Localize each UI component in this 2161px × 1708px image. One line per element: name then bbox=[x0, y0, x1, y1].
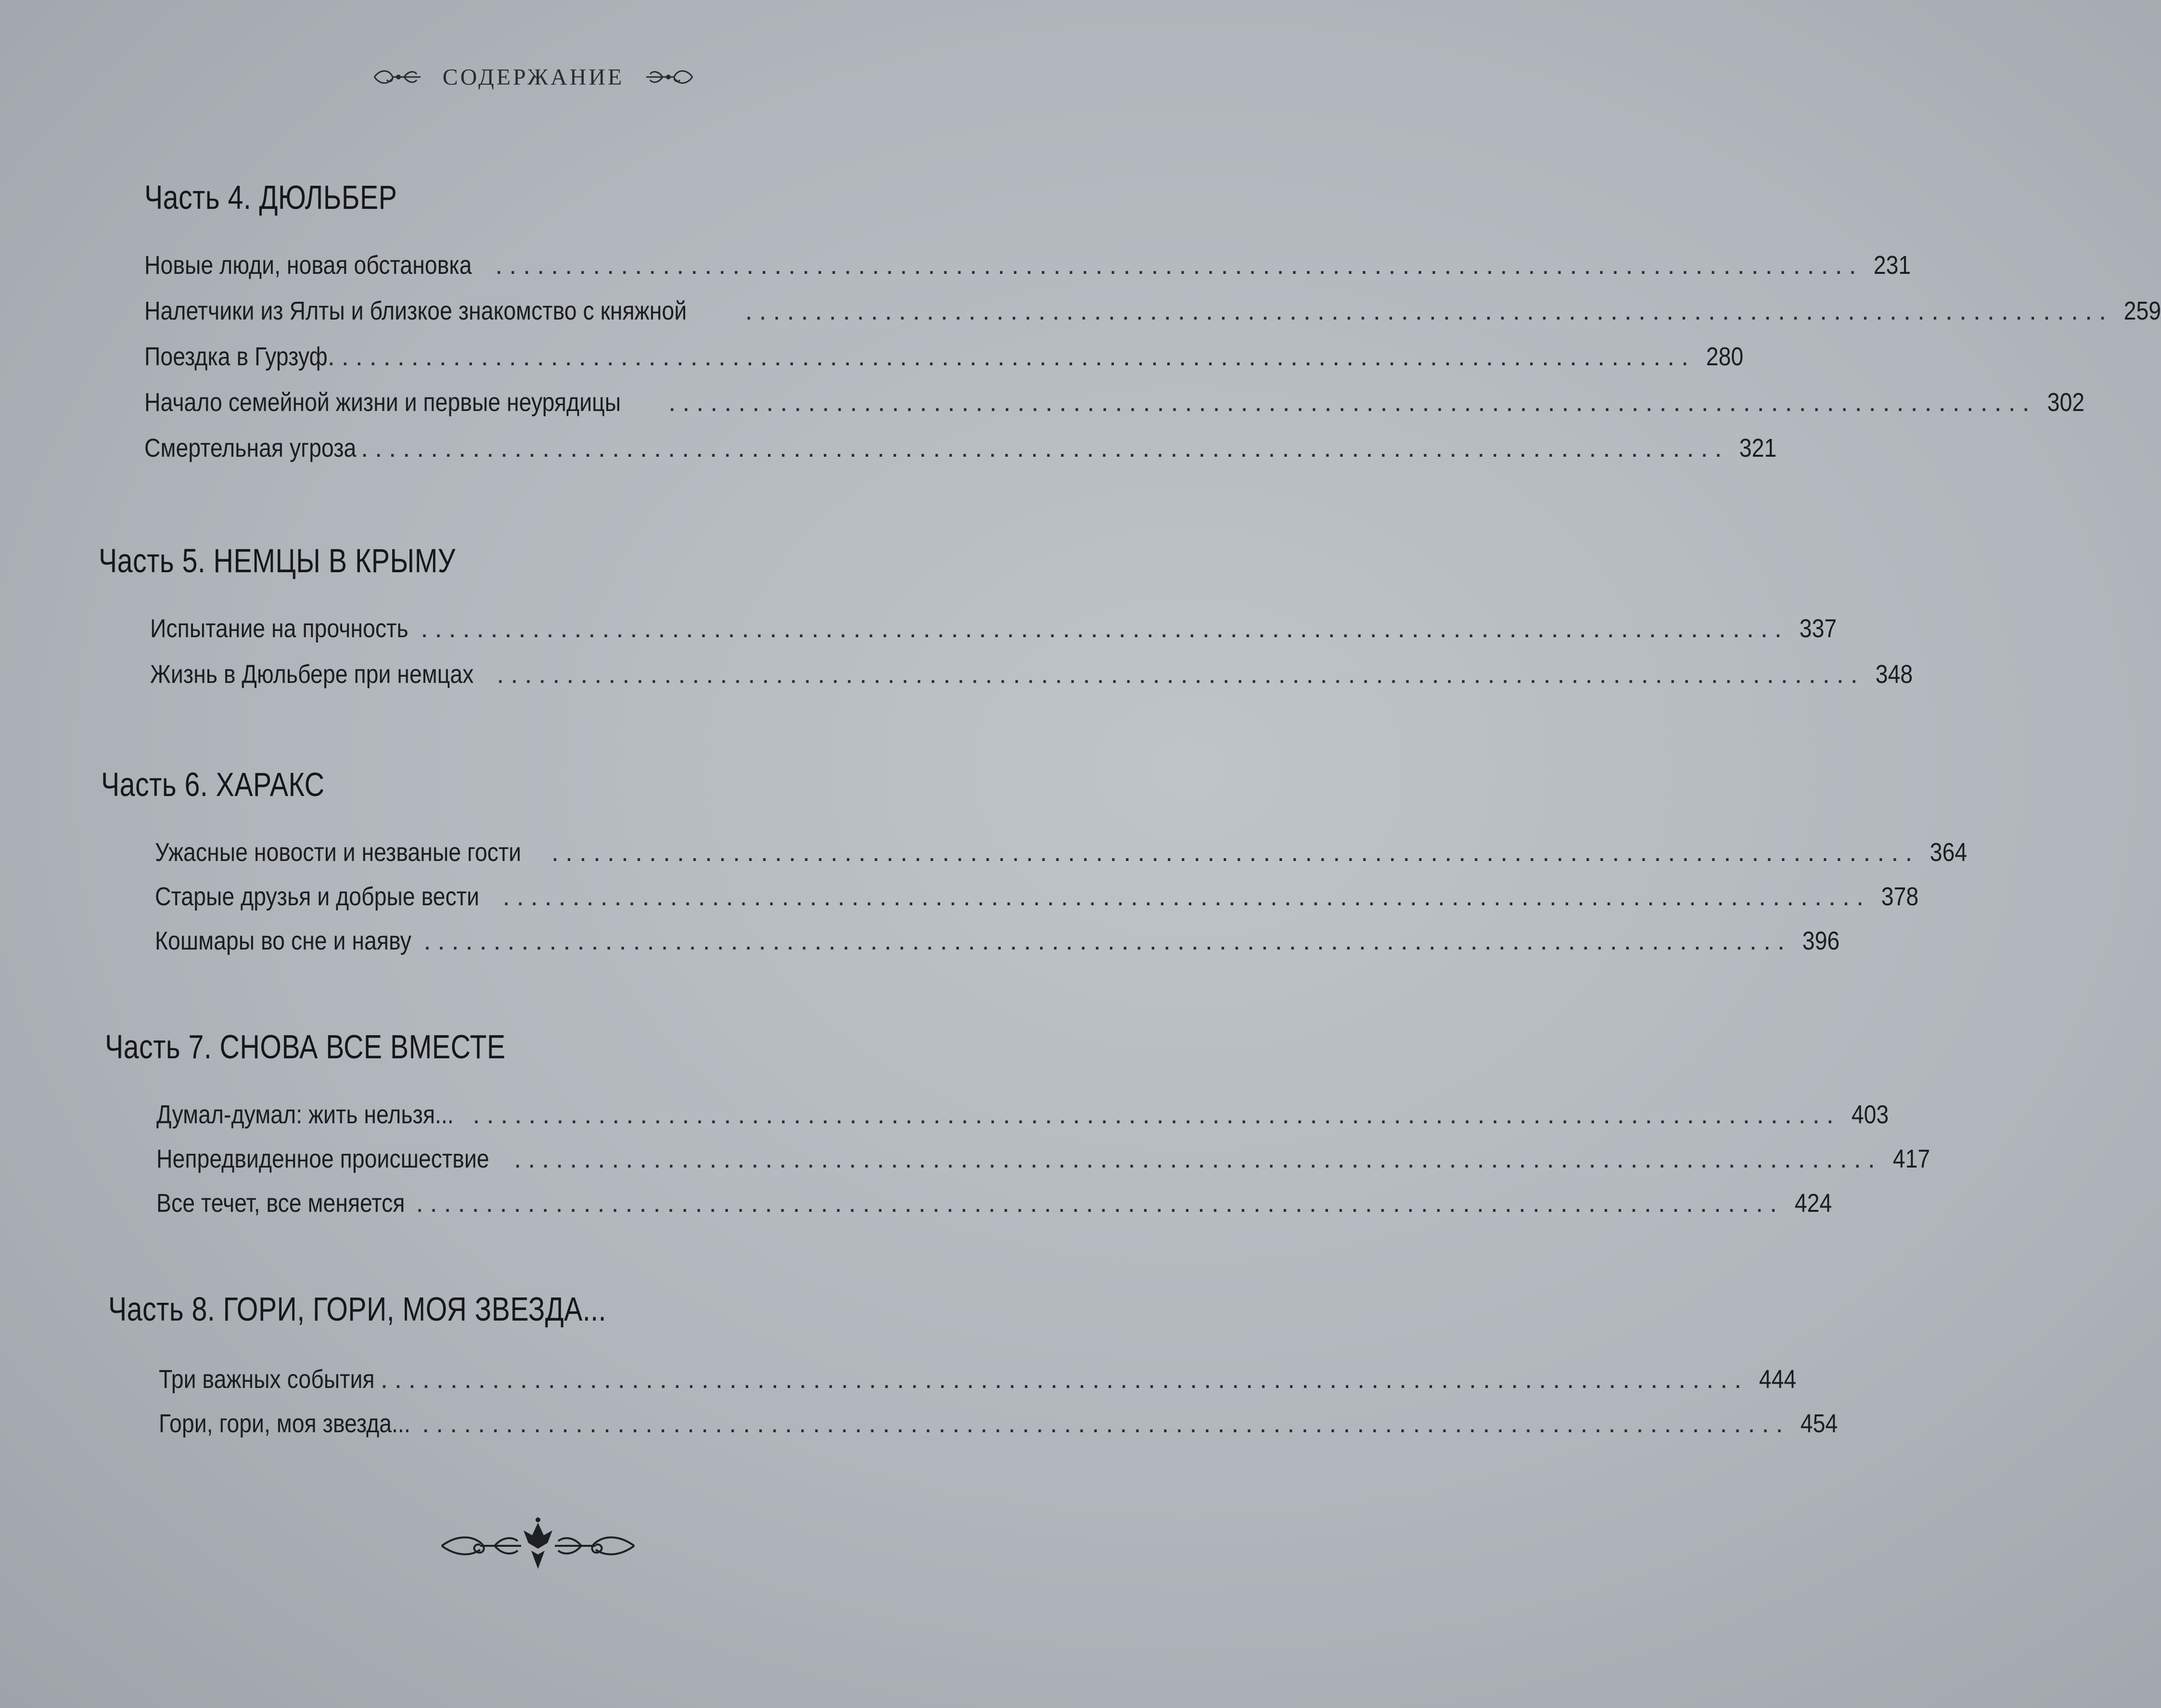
entry-title: Жизнь в Дюльбере при немцах bbox=[150, 660, 474, 689]
page-number: 424 bbox=[1794, 1189, 1832, 1218]
part-6-title: Часть 6. ХАРАКС bbox=[101, 766, 325, 803]
toc-entry[interactable] bbox=[155, 837, 1968, 876]
page-number: 337 bbox=[1799, 614, 1837, 643]
leader-dots: .................................................................................................. bbox=[380, 1365, 1749, 1394]
toc-entry[interactable] bbox=[150, 659, 1913, 698]
entry-title: Непредвиденное происшествие bbox=[156, 1144, 489, 1173]
leader-dots: .................................................................................................. bbox=[514, 1144, 1882, 1173]
entry-title: Гори, гори, моя звезда... bbox=[159, 1409, 410, 1438]
entry-title: Испытание на прочность bbox=[150, 614, 409, 643]
leader-dots: .................................................................................................. bbox=[502, 882, 1870, 911]
entry-title: Ужасные новости и незваные гости bbox=[155, 838, 522, 867]
header-title: СОДЕРЖАНИЕ bbox=[442, 64, 625, 90]
toc-entry[interactable] bbox=[155, 926, 1840, 964]
toc-entry[interactable] bbox=[155, 882, 1919, 920]
leader-dots: .................................................................................................. bbox=[745, 296, 2113, 325]
page-number: 231 bbox=[1874, 251, 1911, 280]
leader-dots: .................................................................................................. bbox=[423, 926, 1791, 955]
left-header-ornament-icon bbox=[371, 63, 423, 91]
leader-dots: .................................................................................................. bbox=[361, 434, 1729, 462]
leader-dots: .................................................................................................. bbox=[495, 251, 1863, 280]
toc-entry[interactable] bbox=[144, 296, 2161, 334]
toc-entry[interactable] bbox=[159, 1364, 1797, 1403]
entry-title: Поездка в Гурзуф bbox=[144, 342, 328, 371]
toc-entry[interactable] bbox=[144, 250, 1911, 289]
part-7-title: Часть 7. СНОВА ВСЕ ВМЕСТЕ bbox=[105, 1028, 506, 1066]
page-number: 364 bbox=[1930, 838, 1968, 867]
entry-title: Смертельная угроза bbox=[144, 434, 357, 462]
page-number: 403 bbox=[1851, 1100, 1889, 1129]
leader-dots: .................................................................................................. bbox=[551, 838, 1919, 867]
page-number: 396 bbox=[1802, 926, 1840, 955]
leader-dots: .................................................................................................. bbox=[422, 1409, 1790, 1438]
part-7-entries bbox=[156, 1100, 1930, 1239]
leader-dots: .................................................................................................. bbox=[416, 1189, 1784, 1218]
entry-title: Кошмары во сне и наяву bbox=[155, 926, 411, 955]
part-4-entries bbox=[144, 250, 2161, 481]
page-number: 378 bbox=[1881, 882, 1919, 911]
page-number: 302 bbox=[2047, 388, 2084, 417]
running-header bbox=[0, 63, 1067, 91]
toc-entry[interactable] bbox=[144, 342, 1744, 380]
page-number: 348 bbox=[1875, 660, 1913, 689]
page-number: 280 bbox=[1706, 342, 1744, 371]
part-8-entries bbox=[159, 1364, 1838, 1461]
leader-dots: .................................................................................................. bbox=[421, 614, 1789, 643]
part-5-section bbox=[99, 541, 534, 580]
page-number: 259 bbox=[2123, 296, 2161, 325]
part-4-section bbox=[144, 178, 453, 217]
leader-dots: .................................................................................................. bbox=[327, 342, 1696, 371]
entry-title: Все течет, все меняется bbox=[156, 1189, 405, 1218]
leader-dots: .................................................................................................. bbox=[473, 1100, 1841, 1129]
right-header-ornament-icon bbox=[643, 63, 696, 91]
toc-entry[interactable] bbox=[159, 1409, 1838, 1447]
toc-entry[interactable] bbox=[144, 433, 1777, 472]
leader-dots: .................................................................................................. bbox=[497, 660, 1865, 689]
page-number: 444 bbox=[1759, 1365, 1797, 1394]
page-number: 321 bbox=[1739, 434, 1777, 462]
part-8-title: Часть 8. ГОРИ, ГОРИ, МОЯ ЗВЕЗДА... bbox=[108, 1290, 606, 1328]
part-6-entries bbox=[155, 837, 1968, 977]
entry-title: Начало семейной жизни и первые неурядицы bbox=[144, 388, 621, 417]
footer-ornament-icon bbox=[437, 1516, 639, 1574]
toc-entry[interactable] bbox=[144, 387, 2084, 426]
part-5-entries bbox=[150, 614, 1913, 710]
entry-title: Новые люди, новая обстановка bbox=[144, 251, 472, 280]
part-7-section bbox=[105, 1027, 593, 1066]
toc-entry[interactable] bbox=[156, 1100, 1889, 1138]
page-number: 454 bbox=[1801, 1409, 1838, 1438]
leader-dots: .................................................................................................. bbox=[668, 388, 2036, 417]
part-4-title: Часть 4. ДЮЛЬБЕР bbox=[144, 179, 397, 216]
part-5-title: Часть 5. НЕМЦЫ В КРЫМУ bbox=[99, 542, 456, 579]
part-8-section bbox=[108, 1290, 716, 1328]
entry-title: Налетчики из Ялты и близкое знакомство с княжной bbox=[144, 296, 687, 325]
toc-entry[interactable] bbox=[156, 1188, 1832, 1227]
toc-entry[interactable] bbox=[150, 614, 1837, 652]
part-6-section bbox=[101, 765, 374, 804]
entry-title: Три важных события bbox=[159, 1365, 375, 1394]
entry-title: Думал-думал: жить нельзя... bbox=[156, 1100, 454, 1129]
toc-entry[interactable] bbox=[156, 1144, 1930, 1182]
entry-title: Старые друзья и добрые вести bbox=[155, 882, 479, 911]
page-number: 417 bbox=[1892, 1144, 1930, 1173]
